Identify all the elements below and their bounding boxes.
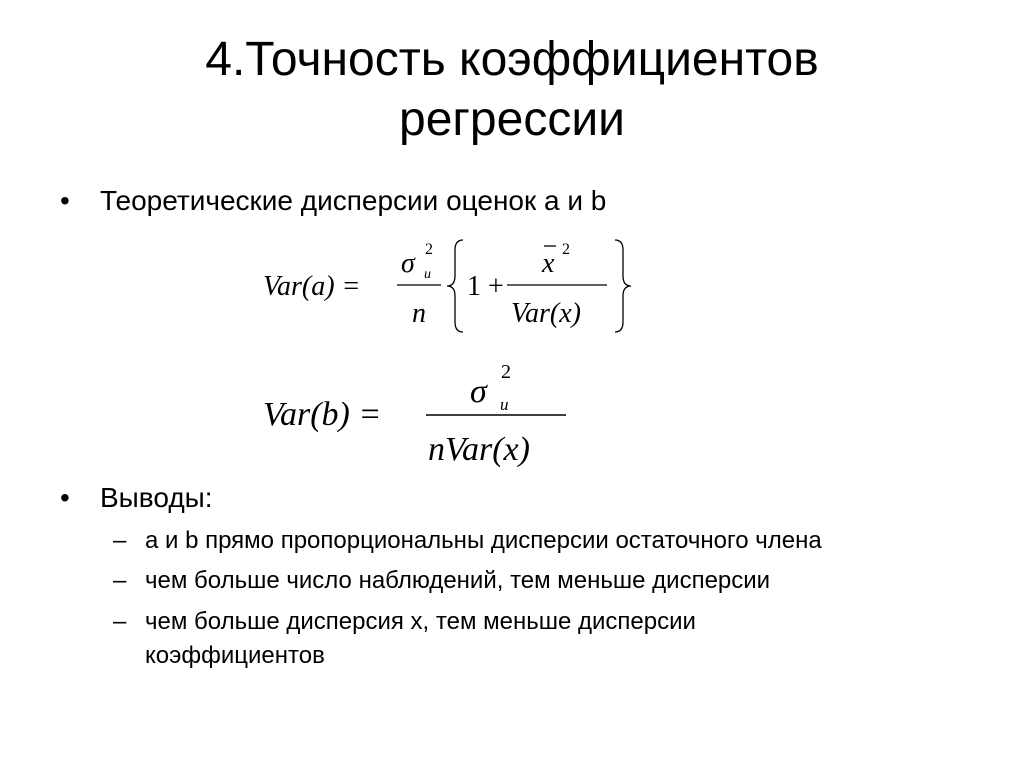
formula-b-sigma: σ (470, 373, 487, 410)
bullet-text: Выводы: (100, 482, 213, 513)
formula-b-lhs: Var(b) = (263, 396, 382, 433)
dash-marker: – (113, 608, 127, 635)
formula-var-a (255, 232, 645, 342)
formula-a-sigma-sub: и (424, 267, 431, 282)
formula-a-left-brace (447, 240, 463, 332)
bullet-conclusions (60, 481, 213, 515)
dash-marker: – (113, 527, 127, 554)
sub-item-text-continued: коэффициентов (145, 642, 325, 669)
sub-item-proportional (113, 524, 822, 558)
slide-title (0, 30, 1024, 150)
formula-b-sigma-sub: и (500, 395, 509, 414)
formula-b-sigma-sup: 2 (501, 361, 511, 383)
formula-a-sigma-sup: 2 (425, 241, 433, 258)
formula-a-denominator: n (412, 298, 426, 329)
bullet-text: Теоретические дисперсии оценок а и b (100, 185, 607, 216)
title-line-2: регрессии (399, 93, 625, 146)
formula-a-right-brace (615, 240, 631, 332)
bullet-theoretical-variances (60, 184, 606, 218)
formula-a-one-plus: 1 + (467, 271, 504, 302)
formula-var-b (260, 360, 580, 472)
formula-a-inner-denominator: Var(x) (511, 298, 581, 329)
sub-item-observations (113, 564, 770, 598)
bullet-marker: • (60, 185, 70, 216)
sub-item-text: чем больше дисперсия х, тем меньше дисперсии (145, 608, 696, 635)
dash-marker: – (113, 567, 127, 594)
formula-a-sigma: σ (401, 248, 415, 279)
formula-a-lhs: Var(a) = (263, 271, 361, 302)
formula-b-denominator: nVar(x) (428, 431, 530, 468)
bullet-marker: • (60, 482, 70, 513)
sub-item-x-variance (113, 605, 696, 669)
title-line-1: 4.Точность коэффициентов (205, 33, 819, 86)
formula-a-xbar-sup: 2 (562, 241, 570, 258)
formula-a-xbar: x (542, 248, 555, 279)
sub-item-text: чем больше число наблюдений, тем меньше дисперсии (145, 567, 771, 594)
sub-item-text: а и b прямо пропорциональны дисперсии остаточного члена (145, 527, 822, 554)
